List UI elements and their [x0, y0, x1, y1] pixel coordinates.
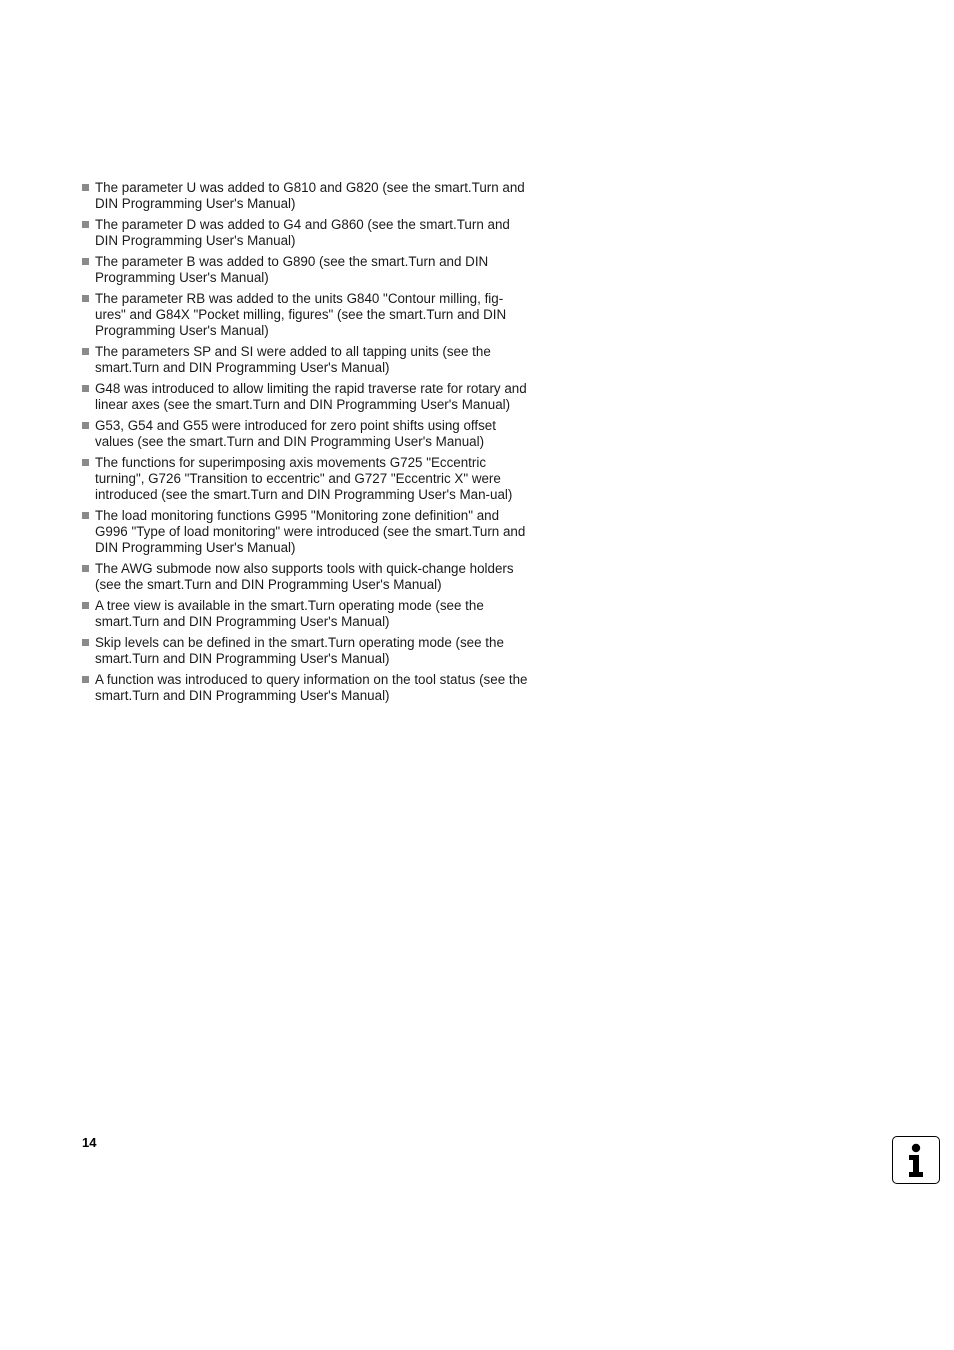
list-item — [82, 381, 530, 413]
page-number: 14 — [82, 1135, 97, 1150]
square-bullet-icon — [82, 295, 89, 302]
square-bullet-icon — [82, 602, 89, 609]
list-item — [82, 180, 530, 212]
list-item-text: A tree view is available in the smart.Turn operating mode (see the smart.Turn and DIN Programming User's Manual) — [95, 598, 484, 629]
square-bullet-icon — [82, 258, 89, 265]
list-item-text: The parameter B was added to G890 (see the smart.Turn and DIN Programming User's Manual) — [95, 254, 489, 285]
list-item-text: G48 was introduced to allow limiting the rapid traverse rate for rotary and linear axes (see the smart.Turn and DIN Programming User's Manual) — [95, 381, 527, 412]
list-item — [82, 418, 530, 450]
list-item — [82, 291, 530, 339]
square-bullet-icon — [82, 459, 89, 466]
square-bullet-icon — [82, 512, 89, 519]
info-icon — [892, 1136, 940, 1184]
bullet-list — [82, 180, 530, 709]
square-bullet-icon — [82, 221, 89, 228]
square-bullet-icon — [82, 676, 89, 683]
list-item — [82, 455, 530, 503]
list-item-text: A function was introduced to query information on the tool status (see the smart.Turn and DIN Programming User's Manual) — [95, 672, 528, 703]
list-item — [82, 561, 530, 593]
list-item — [82, 217, 530, 249]
square-bullet-icon — [82, 422, 89, 429]
square-bullet-icon — [82, 348, 89, 355]
list-item-text: The parameters SP and SI were added to all tapping units (see the smart.Turn and DIN Programming User's Manual) — [95, 344, 491, 375]
list-item — [82, 344, 530, 376]
list-item — [82, 254, 530, 286]
list-item-text: The parameter D was added to G4 and G860 (see the smart.Turn and DIN Programming User's Manual) — [95, 217, 510, 248]
list-item-text: The AWG submode now also supports tools with quick-change holders (see the smart.Turn and DIN Programming User's Manual) — [95, 561, 514, 592]
square-bullet-icon — [82, 565, 89, 572]
list-item-text: The load monitoring functions G995 "Monitoring zone definition" and G996 "Type of load monitoring" were introduced (see the smart.Turn and DIN Programming User's Manual) — [95, 508, 526, 555]
list-item-text: The functions for superimposing axis movements G725 "Eccentric turning", G726 "Transition to eccentric" and G727 "Eccentric X" were introduced (see the smart.Turn and DIN Programming User's Man-ual) — [95, 455, 513, 502]
list-item — [82, 598, 530, 630]
list-item-text: The parameter RB was added to the units G840 "Contour milling, fig-ures" and G84X "Pocket milling, figures" (see the smart.Turn and DIN Programming User's Manual) — [95, 291, 507, 338]
square-bullet-icon — [82, 385, 89, 392]
list-item — [82, 635, 530, 667]
list-item-text: G53, G54 and G55 were introduced for zero point shifts using offset values (see the smart.Turn and DIN Programming User's Manual) — [95, 418, 496, 449]
list-item-text: Skip levels can be defined in the smart.Turn operating mode (see the smart.Turn and DIN Programming User's Manual) — [95, 635, 504, 666]
list-item — [82, 508, 530, 556]
list-item — [82, 672, 530, 704]
square-bullet-icon — [82, 639, 89, 646]
list-item-text: The parameter U was added to G810 and G820 (see the smart.Turn and DIN Programming User's Manual) — [95, 180, 525, 211]
square-bullet-icon — [82, 184, 89, 191]
info-glyph — [893, 1137, 938, 1182]
